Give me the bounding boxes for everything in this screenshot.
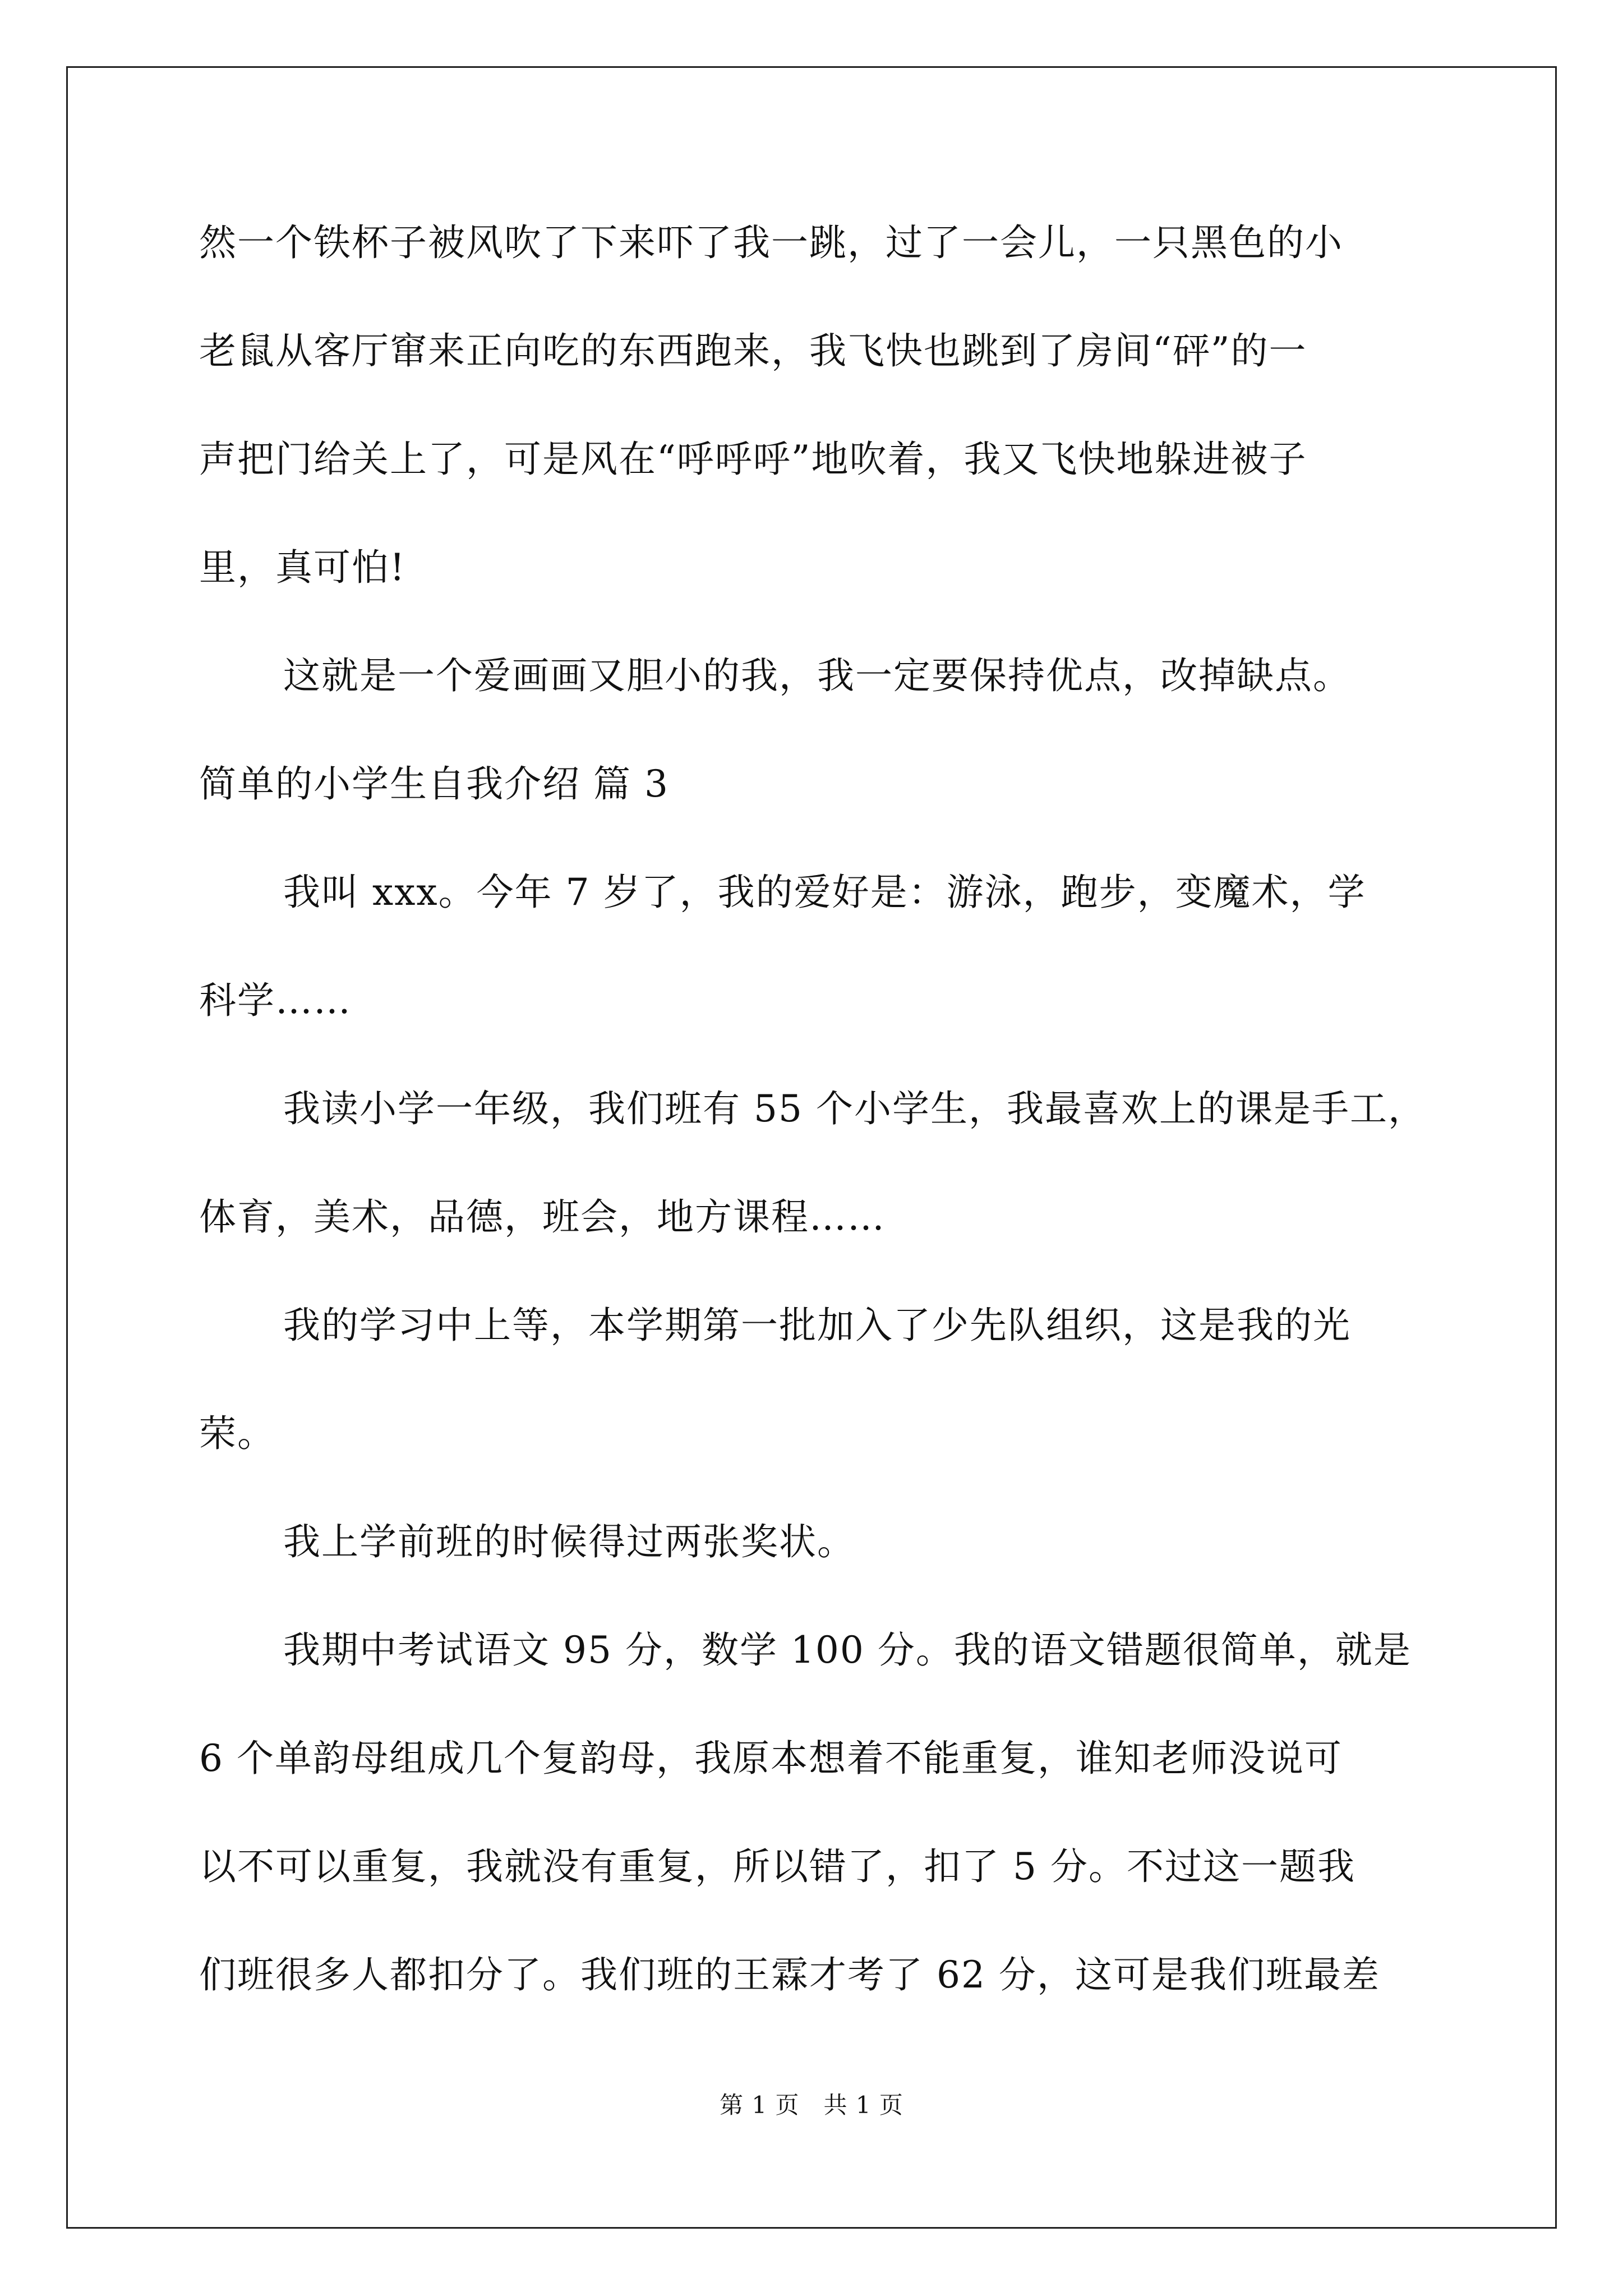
paragraph-first-line: 我读小学一年级，我们班有 55 个小学生，我最喜欢上的课是手工，	[283, 1087, 1426, 1130]
text-line: 荣。	[199, 1412, 275, 1455]
text-line: 以不可以重复，我就没有重复，所以错了，扣了 5 分。不过这一题我	[199, 1845, 1355, 1888]
text-line: 然一个铁杯子被风吹了下来吓了我一跳，过了一会儿，一只黑色的小	[199, 221, 1343, 264]
text-line: 里，真可怕!	[199, 546, 406, 589]
section-heading: 简单的小学生自我介绍 篇 3	[199, 762, 669, 806]
text-line: 声把门给关上了，可是风在“呼呼呼”地吹着，我又飞快地躲进被子	[199, 438, 1307, 481]
page-border	[66, 66, 1557, 2229]
paragraph-first-line: 我叫 xxx。今年 7 岁了，我的爱好是：游泳，跑步，变魔术，学	[283, 871, 1366, 914]
paragraph-first-line: 这就是一个爱画画又胆小的我，我一定要保持优点，改掉缺点。	[283, 654, 1351, 697]
text-line: 老鼠从客厅窜来正向吃的东西跑来，我飞快也跳到了房间“砰”的一	[199, 329, 1307, 372]
page-footer: 第 1 页 共 1 页	[720, 2091, 903, 2119]
paragraph-first-line: 我的学习中上等，本学期第一批加入了少先队组织，这是我的光	[283, 1304, 1351, 1347]
text-line: 科学……	[199, 979, 352, 1022]
text-line: 们班很多人都扣分了。我们班的王霖才考了 62 分，这可是我们班最差	[199, 1953, 1380, 1996]
text-line: 6 个单韵母组成几个复韵母，我原本想着不能重复，谁知老师没说可	[199, 1737, 1343, 1780]
paragraph-first-line: 我上学前班的时候得过两张奖状。	[283, 1520, 855, 1563]
paragraph-first-line: 我期中考试语文 95 分，数学 100 分。我的语文错题很简单，就是	[283, 1628, 1412, 1672]
text-line: 体育，美术，品德，班会，地方课程……	[199, 1195, 886, 1239]
